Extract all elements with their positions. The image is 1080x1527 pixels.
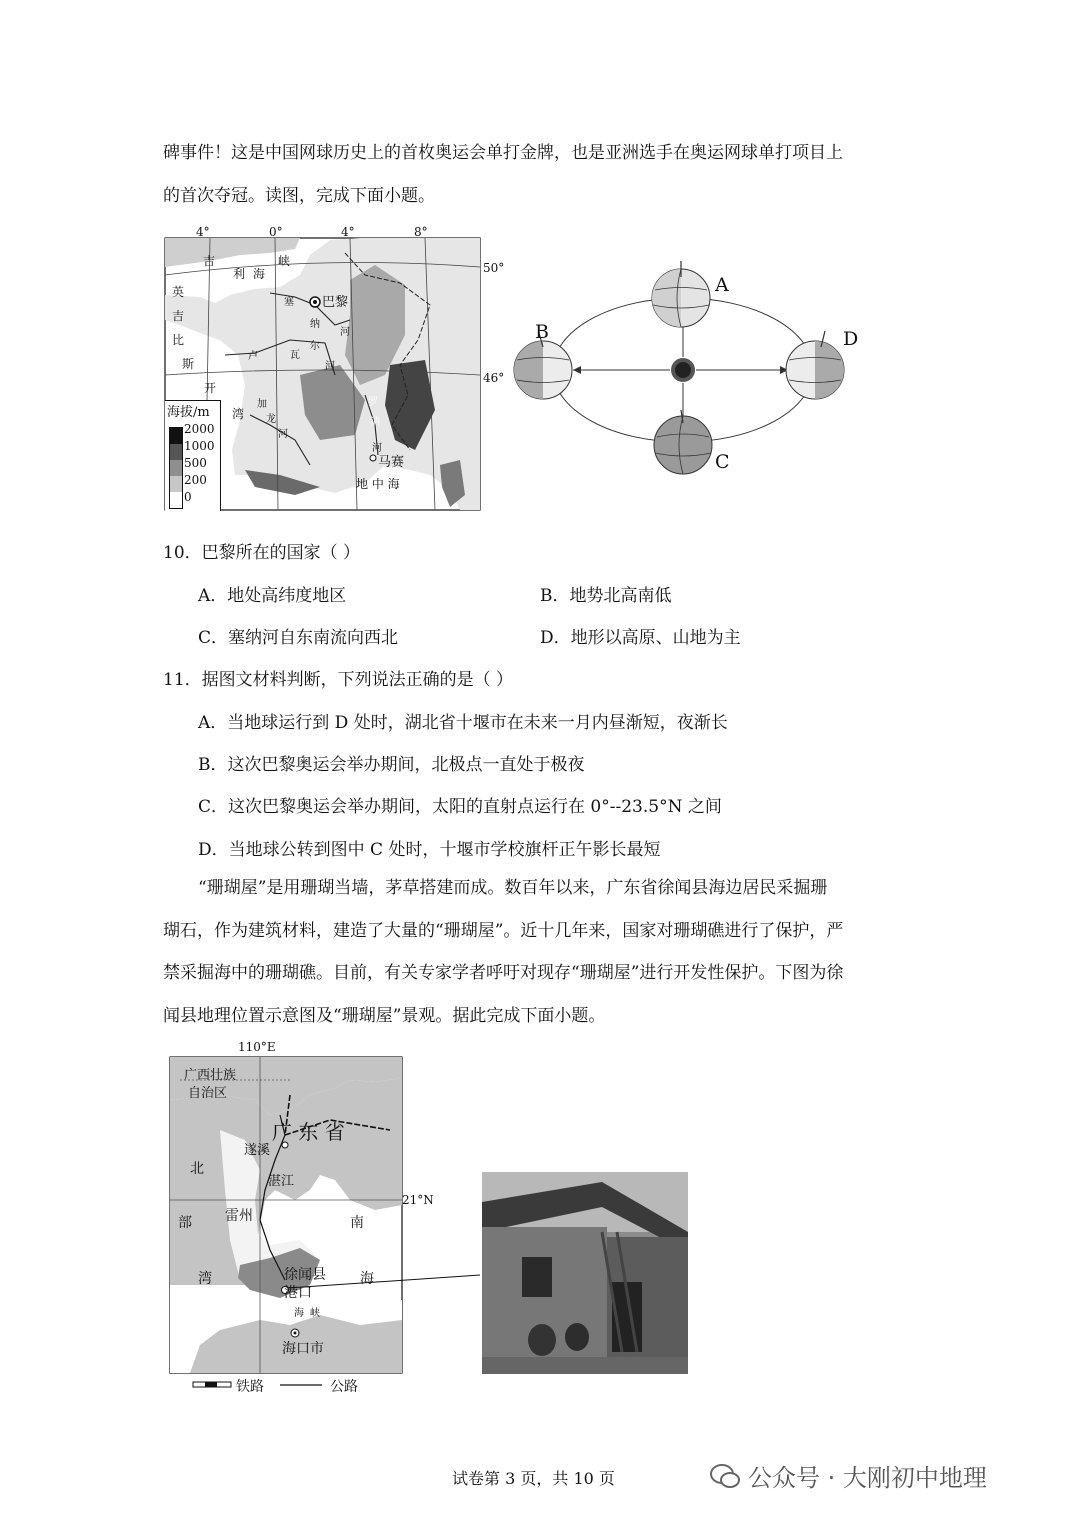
legend-level: 200 [184,473,207,487]
q11-option-c: C．这次巴黎奥运会举办期间，太阳的直射点运行在 0°--23.5°N 之间 [198,797,722,817]
haikou-label: 海口市 [282,1341,324,1357]
page-footer: 试卷第 3 页，共 10 页 [452,1469,615,1488]
map-label: 比 [172,333,185,347]
guangxi-label: 自治区 [188,1086,228,1101]
nanhai-label: 南 [350,1215,364,1231]
legend-level: 500 [184,456,207,470]
q11-option-a: A．当地球运行到 D 处时，湖北省十堰市在未来一月内昼渐短，夜渐长 [198,713,728,733]
paris-label: 巴黎 [322,295,349,310]
elevation-legend [165,400,221,511]
map-label: 峡 [278,254,291,268]
lon-label: 4° [341,225,355,239]
map-label: 吉 [172,309,185,323]
q11-option-d: D．当地球公转到图中 C 处时，十堰市学校旗杆正午影长最短 [198,840,661,860]
map-label: 龙 [266,414,276,425]
map-label: 纳 [310,319,320,330]
orbit-label-b: B [535,321,549,343]
lon-label: 0° [269,225,283,239]
orbit-label-a: A [715,274,729,296]
lon-label: 4° [196,225,210,239]
passage-line-1: “珊瑚屋”是用珊瑚当墙，茅草搭建而成。数百年以来，广东省徐闻县海边居民采掘珊 [198,878,828,898]
q11-stem: 11．据图文材料判断，下列说法正确的是（ ） [163,670,514,690]
xuwen-location-map [160,1040,480,1405]
lat-label: 50° [483,261,505,275]
beibu-label: 湾 [198,1271,212,1287]
q10-option-b: B．地势北高南低 [540,586,672,606]
map-label: 吉 [203,254,216,268]
q10-option-d: D．地形以高原、山地为主 [540,628,741,648]
mediterranean-label: 地 中 海 [356,477,400,491]
passage-line-2: 瑚石，作为建筑材料，建造了大量的“珊瑚屋”。近十几年来，国家对珊瑚礁进行了保护，严 [163,921,844,941]
watermark [710,1458,987,1493]
beibu-label: 部 [178,1215,192,1231]
map-label: 卢 [248,351,258,362]
orbit-label-d: D [843,328,859,350]
orbit-label-c: C [715,451,730,473]
gangkou-label: 港口 [284,1285,312,1301]
marseille-label: 马赛 [378,455,405,470]
map-label: 海 [253,267,266,281]
map-label: 河 [278,429,288,440]
q11-option-b: B．这次巴黎奥运会举办期间，北极点一直处于极夜 [198,755,585,775]
map-label: 河 [340,327,350,338]
map-label: 斯 [182,357,195,371]
map-label: 尔 [310,341,320,352]
xuwen-lat-label: 21°N [402,1193,434,1207]
zhanjiang-label: 湛江 [268,1174,295,1189]
earth-orbit-diagram [505,255,875,480]
passage-line-3: 禁采掘海中的珊瑚礁。目前，有关专家学者呼吁对现存“珊瑚屋”进行开发性保护。下图为徐 [163,963,844,983]
coral-house-photo [482,1172,688,1374]
beibu-label: 北 [190,1161,204,1177]
leizhou-label: 雷州 [225,1208,253,1224]
guangdong-label: 广 东 省 [272,1120,345,1144]
map-label: 河 [372,443,382,454]
map-label: 开 [204,381,217,395]
q10-stem: 10．巴黎所在的国家（ ） [163,543,361,563]
map-label: 塞 [284,297,294,308]
strait-label: 海 [294,1308,304,1319]
q10-option-a: A．地处高纬度地区 [198,586,347,606]
france-relief-map [160,225,505,515]
guangxi-label: 广西壮族 [184,1068,237,1083]
intro-line-1: 碑事件！这是中国网球历史上的首枚奥运会单打金牌，也是亚洲选手在奥运网球单打项目上 [163,143,843,163]
nanhai-label: 海 [360,1271,374,1287]
map-label: 河 [325,361,335,372]
suixi-label: 遂溪 [244,1143,271,1158]
map-label: 利 [233,267,246,281]
legend-level: 2000 [184,422,215,436]
map-label: 瓦 [290,350,300,361]
wechat-icon [710,1463,740,1489]
intro-line-2: 的首次夺冠。读图，完成下面小题。 [163,186,435,206]
map-label: 湾 [232,407,245,421]
map-label: 英 [172,285,185,299]
legend-rail-label: 铁路 [236,1379,264,1395]
legend-scale [169,427,183,509]
legend-level: 1000 [184,439,215,453]
map-label: 讷 [370,417,380,428]
watermark-text: 公众号 · 大刚初中地理 [748,1464,987,1492]
strait-label: 峡 [310,1308,320,1319]
legend-level: 0 [184,490,192,504]
map-label: 加 [257,399,267,410]
legend-title: 海拔/m [167,405,210,420]
legend-road-label: 公路 [330,1379,358,1395]
q10-option-c: C．塞纳河自东南流向西北 [198,628,399,648]
xuwen-label: 徐闻县 [284,1267,326,1283]
passage-line-4: 闻县地理位置示意图及“珊瑚屋”景观。据此完成下面小题。 [163,1006,606,1026]
xuwen-lon-label: 110°E [238,1040,276,1054]
lon-label: 8° [414,225,428,239]
map-label: 罗 [368,397,378,408]
lat-label: 46° [483,371,505,385]
